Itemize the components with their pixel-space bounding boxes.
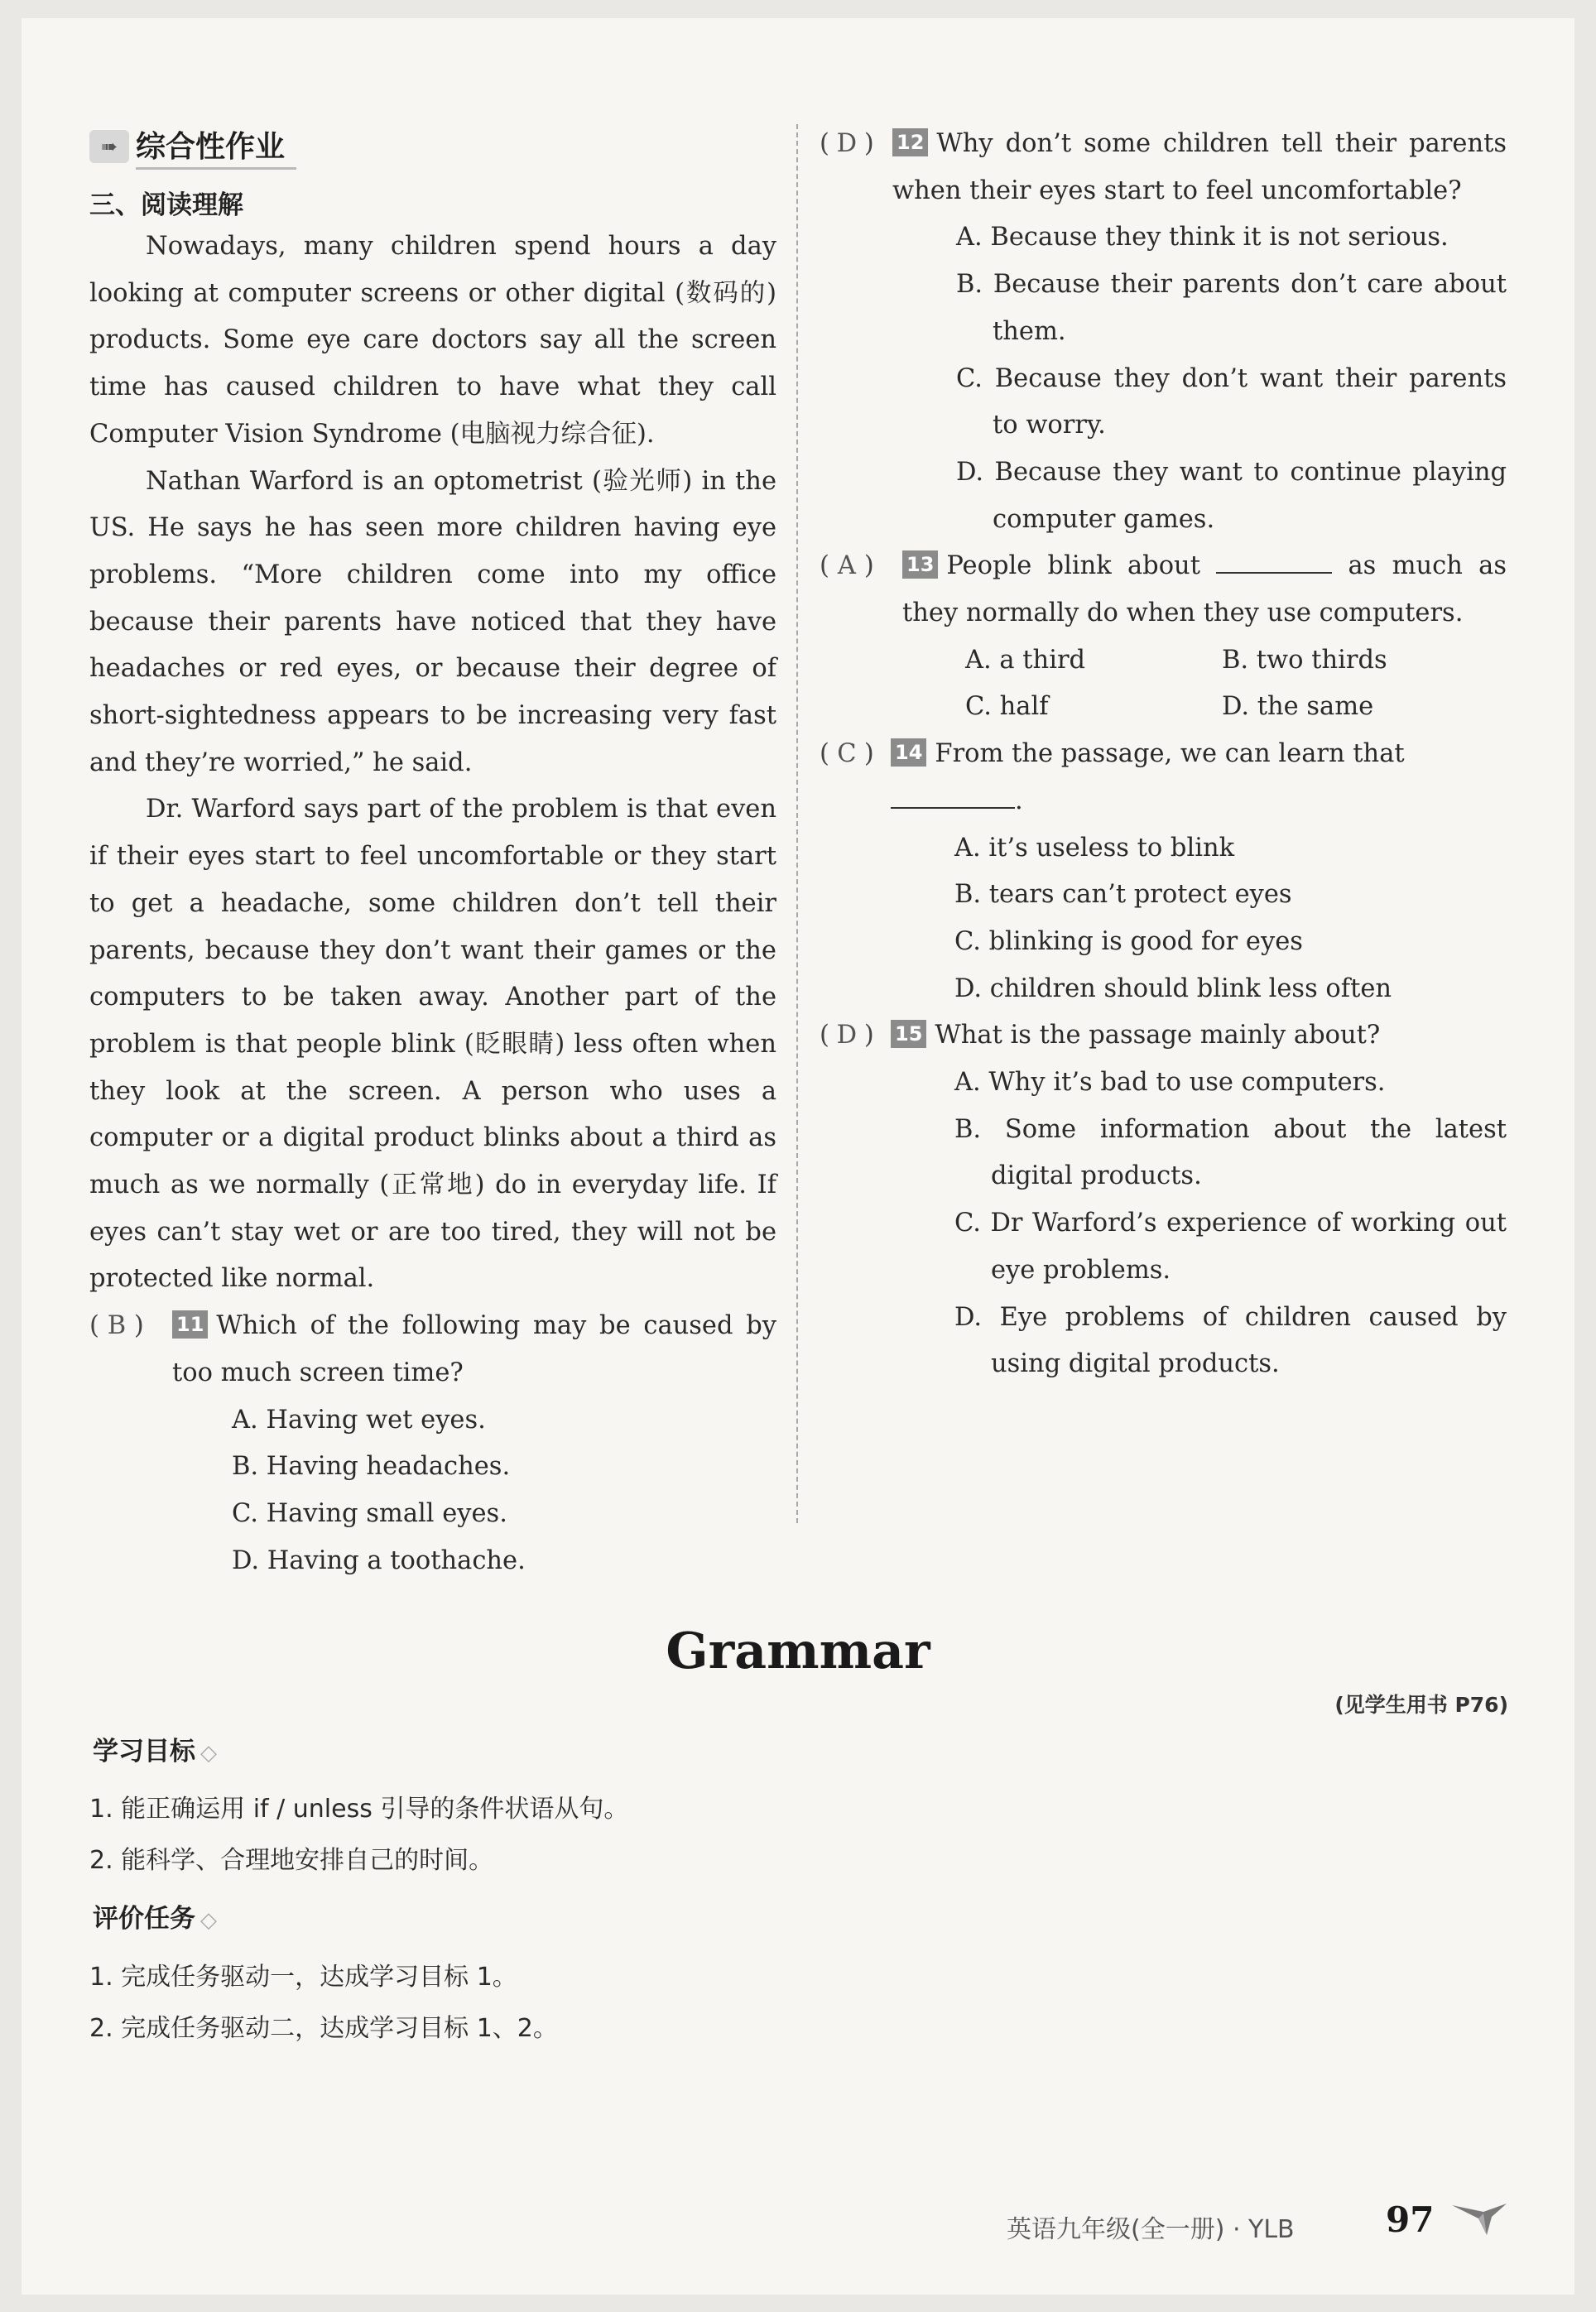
goals-heading: 学习目标 ◇: [93, 1737, 217, 1766]
arrow-right-icon: ➠: [89, 130, 129, 163]
diamond-icon: ◇: [200, 1741, 217, 1766]
option[interactable]: D. Having a toothache.: [232, 1545, 526, 1575]
passage-paragraph: Nowadays, many children spend hours a day looking at computer screens or other digital (数码的) products. Some eye care doctors say all the screen time has caused children to have what they call Computer Vision Syndrome (电脑视力综合征).: [89, 232, 776, 449]
option[interactable]: C. blinking is good for eyes: [954, 926, 1303, 956]
book-title: 英语九年级(全一册) · YLB: [1007, 2215, 1295, 2244]
option[interactable]: D. Eye problems of children caused by using digital products.: [954, 1302, 1507, 1379]
option[interactable]: C. Because they don’t want their parents to worry.: [956, 363, 1507, 440]
question-12: [820, 121, 1507, 543]
left-column: [89, 224, 776, 1584]
tasks-heading: 评价任务 ◇: [93, 1904, 217, 1934]
column-divider: [796, 124, 798, 1523]
task-item: 2. 完成任务驱动二，达成学习目标 1、2。: [89, 2014, 558, 2043]
goal-item: 1. 能正确运用 if / unless 引导的条件状语从句。: [89, 1795, 629, 1824]
option[interactable]: A. it’s useless to blink: [954, 833, 1235, 863]
bird-logo-icon: [1450, 2197, 1508, 2238]
option[interactable]: A. a third: [965, 645, 1086, 675]
question-stem: What is the passage mainly about?: [935, 1021, 1381, 1050]
option[interactable]: D. children should blink less often: [954, 973, 1392, 1003]
question-number: 12: [892, 128, 928, 156]
option[interactable]: A. Because they think it is not serious.: [956, 223, 1449, 252]
option[interactable]: A. Why it’s bad to use computers.: [954, 1068, 1386, 1098]
page-number: 97: [1386, 2199, 1435, 2240]
question-15: [820, 1012, 1507, 1388]
question-number: 11: [172, 1310, 208, 1339]
option[interactable]: D. Because they want to continue playing computer games.: [956, 457, 1507, 534]
option[interactable]: D. the same: [1222, 692, 1374, 722]
question-11: [89, 1303, 776, 1584]
option[interactable]: B. Because their parents don’t care about them.: [956, 270, 1507, 346]
option[interactable]: B. tears can’t protect eyes: [954, 880, 1292, 910]
option[interactable]: A. Having wet eyes.: [232, 1405, 486, 1435]
answer-slot[interactable]: ( C ): [820, 739, 874, 769]
answer-slot[interactable]: ( B ): [89, 1311, 144, 1341]
option[interactable]: C. Dr Warford’s experience of working out eye problems.: [954, 1209, 1507, 1285]
question-number: 15: [891, 1020, 926, 1048]
question-number: 14: [891, 738, 926, 767]
student-book-reference: (见学生用书 P76): [1334, 1693, 1508, 1717]
answer-slot[interactable]: ( D ): [820, 129, 874, 158]
passage-paragraph: Nathan Warford is an optometrist (验光师) in the US. He says he has seen more children having eye problems. “More children come into my office because their parents have noticed that they have headaches or red eyes, or because their degree of short-sightedness appears to be increasing very fast and they’re worried,” he said.: [89, 466, 776, 777]
answer-blank[interactable]: [1216, 549, 1332, 574]
right-column: [820, 121, 1507, 1388]
question-number: 13: [902, 550, 938, 579]
question-stem: From the passage, we can learn that: [935, 739, 1405, 769]
section-label: 三、阅读理解: [89, 190, 243, 220]
question-14: ( C ) 14 From the passage, we can learn that . A. it’s useless to blink B. tears can’t protect eyes C. blinking is good for eyes D. children should blink less often: [820, 731, 1507, 1012]
option[interactable]: B. two thirds: [1222, 645, 1387, 675]
option[interactable]: B. Having headaches.: [232, 1452, 511, 1482]
answer-slot[interactable]: ( D ): [820, 1021, 874, 1050]
diamond-icon: ◇: [200, 1908, 217, 1933]
question-13: [820, 543, 1507, 731]
question-stem-continued: as much as they normally do when they use computers.: [902, 551, 1507, 628]
option[interactable]: B. Some information about the latest digital products.: [954, 1114, 1507, 1191]
question-stem: Which of the following may be caused by too much screen time?: [172, 1311, 776, 1387]
passage-paragraph: Dr. Warford says part of the problem is that even if their eyes start to feel uncomfortable or they start to get a headache, some children don’t tell their parents, because they don’t want their games or the computers to be taken away. Another part of the problem is that people blink (眨眼睛) less often when they look at the screen. A person who uses a computer or a digital product blinks about a third as much as we normally (正常地) do in everyday life. If eyes can’t stay wet or are too tired, they will not be protected like normal.: [89, 795, 776, 1294]
answer-slot[interactable]: ( A ): [820, 551, 874, 581]
option[interactable]: C. half: [965, 692, 1049, 722]
question-stem: Why don’t some children tell their parents when their eyes start to feel uncomfortable?: [892, 129, 1507, 205]
badge-title: 综合性作业: [136, 123, 296, 170]
grammar-title: Grammar: [666, 1622, 930, 1680]
goal-item: 2. 能科学、合理地安排自己的时间。: [89, 1846, 494, 1875]
question-stem: People blink about: [946, 551, 1200, 581]
task-item: 1. 完成任务驱动一，达成学习目标 1。: [89, 1963, 517, 1992]
answer-blank[interactable]: [891, 784, 1015, 809]
option[interactable]: C. Having small eyes.: [232, 1498, 507, 1528]
homework-badge: [89, 126, 329, 167]
